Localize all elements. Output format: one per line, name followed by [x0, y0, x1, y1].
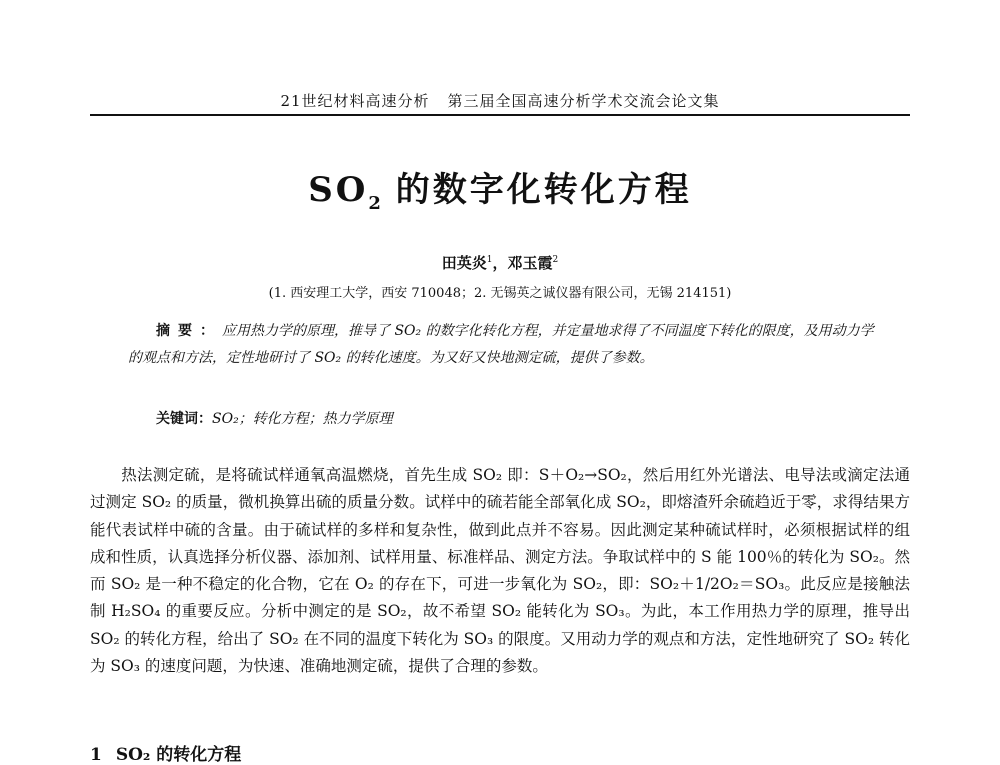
running-header-right: 第三届全国高速分析学术交流会论文集: [447, 92, 720, 110]
title-prefix: SO: [308, 170, 369, 210]
author-1: 田英炎: [441, 254, 487, 272]
body-paragraph: [90, 462, 910, 680]
title-suffix: 的数字化转化方程: [380, 170, 692, 210]
affiliation-line: (1. 西安理工大学，西安 710048；2. 无锡英之诚仪器有限公司，无锡 214151): [268, 286, 732, 301]
abstract: [128, 318, 874, 372]
author-separator: ，: [492, 254, 508, 272]
section-title: SO₂ 的转化方程: [115, 745, 242, 765]
keywords-text: SO₂；转化方程；热力学原理: [212, 411, 393, 427]
author-2-affiliation-mark: 2: [552, 255, 559, 265]
section-heading: [90, 740, 241, 765]
paper-title: [90, 162, 910, 214]
keywords-label: 关键词：: [156, 411, 212, 427]
section-number: 1: [90, 745, 102, 765]
abstract-label: 摘要：: [156, 323, 222, 339]
title-subscript: 2: [368, 192, 381, 214]
author-1-affiliation-mark: 1: [486, 255, 493, 265]
running-header: [90, 90, 910, 111]
body-paragraph-text: 热法测定硫，是将硫试样通氧高温燃烧，首先生成 SO₂ 即：S＋O₂→SO₂，然后用红外光谱法、电导法或滴定法通过测定 SO₂ 的质量，微机换算出硫的质量分数。试样中的硫若能全部氧化成 SO₂，即熔渣歼余硫趋近于零，求得结果方能代表试样中硫的含量。由于硫试样的多样和复杂性，做到此点并不容易。因此测定某种硫试样时，必须根据试样的组成和性质，认真选择分析仪器、添加剂、试样用量、标准样品、测定方法。争取试样中的 S 能 100％的转化为 SO₂。然而 SO₂ 是一种不稳定的化合物，它在 O₂ 的存在下，可进一步氧化为 SO₂，即：SO₂＋1/2O₂＝SO₃。此反应是接触法制 H₂SO₄ 的重要反应。分析中测定的是 SO₂，故不希望 SO₂ 能转化为 SO₃。为此，本工作用热力学的原理，推导出 SO₂ 的转化方程，给出了 SO₂ 在不同的温度下转化为 SO₃ 的限度。又用动力学的观点和方法，定性地研究了 SO₂ 转化为 SO₃ 的速度问题，为快速、准确地测定硫，提供了合理的参数。: [90, 466, 910, 676]
header-rule: [90, 114, 910, 116]
abstract-text: 应用热力学的原理，推导了 SO₂ 的数字化转化方程，并定量地求得了不同温度下转化的限度，及用动力学的观点和方法，定性地研讨了 SO₂ 的转化速度。为又好又快地测定硫，提供了参数。: [128, 323, 874, 366]
author-line: [90, 252, 910, 273]
author-2: 邓玉霞: [507, 254, 553, 272]
keywords: [156, 408, 874, 428]
running-header-left: 21世纪材料高速分析: [280, 92, 430, 110]
